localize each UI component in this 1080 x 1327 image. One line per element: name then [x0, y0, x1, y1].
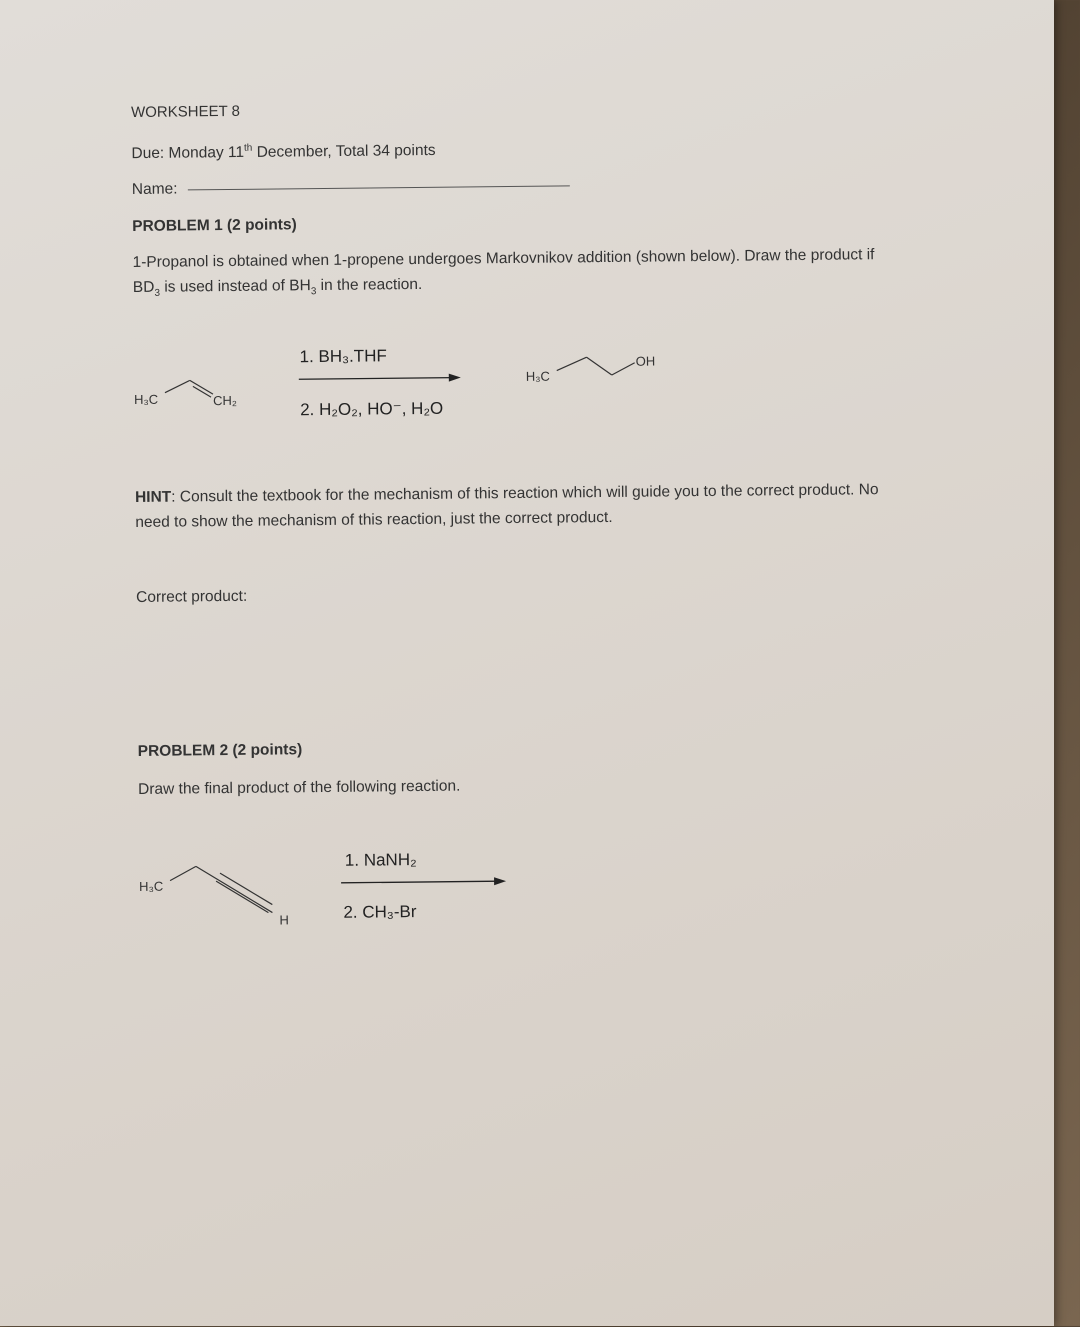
butyne-single-bond [170, 866, 196, 880]
hint-text [135, 477, 895, 535]
problem2-text: Draw the final product of the following reaction. [138, 777, 461, 798]
worksheet-title: WORKSHEET 8 [130, 102, 241, 121]
propene-structure [134, 380, 237, 409]
p2-reagent-2: 2. CH₃-Br [343, 902, 417, 922]
problem1-heading: PROBLEM 1 (2 points) [132, 216, 297, 235]
propanol-structure [526, 354, 656, 384]
p1-reaction-arrow-line [299, 378, 453, 380]
p1-reaction-arrow-head [449, 374, 461, 382]
propanol-bond-1 [557, 357, 587, 370]
due-prefix: Due: Monday 11 [131, 143, 245, 163]
name-label: Name: [131, 180, 178, 198]
p1-reagent-2: 2. H₂O₂, HO⁻, H₂O [300, 398, 444, 420]
butyne-h-label: H [279, 912, 289, 928]
propanol-h3c-label: H₃C [525, 368, 550, 384]
propanol-oh-label: OH [635, 353, 656, 369]
p2-reaction-arrow-head [494, 877, 506, 885]
propanol-bond-3 [612, 363, 635, 375]
hint-label: HINT [134, 488, 172, 506]
propanol-bond-2 [587, 357, 612, 375]
butyne-triple-bond-center [196, 866, 272, 914]
butyne-structure [139, 865, 289, 929]
problem1-text-e: in the reaction. [316, 275, 423, 295]
problem1-text-c: is used instead of BH [159, 277, 311, 296]
correct-product-label: Correct product: [136, 587, 248, 606]
problem1-text-a: 1-Propanol is obtained when 1-propene undergoes Markovnikov addition (shown below). Draw the product if BD [132, 246, 875, 296]
propene-h3c-label: H₃C [133, 391, 159, 407]
problem1-text-d: 3 [310, 286, 317, 298]
p2-reagent-1: 1. NaNH₂ [344, 850, 417, 870]
hint-body: : Consult the textbook for the mechanism of this reaction which will guide you to the correct product. No need to show the mechanism of this reaction, just the correct product. [135, 481, 879, 531]
butyne-h3c-label: H₃C [139, 878, 164, 894]
due-suffix: December, Total 34 points [252, 141, 436, 161]
propene-ch2-label: CH₂ [212, 392, 237, 409]
propene-single-bond [165, 380, 190, 392]
p1-reagent-1: 1. BH₃.THF [299, 346, 387, 367]
due-sup: th [243, 142, 253, 154]
p2-reaction-arrow-line [341, 881, 498, 883]
problem1-text-b: 3 [154, 287, 161, 299]
problem2-heading: PROBLEM 2 (2 points) [137, 741, 303, 760]
